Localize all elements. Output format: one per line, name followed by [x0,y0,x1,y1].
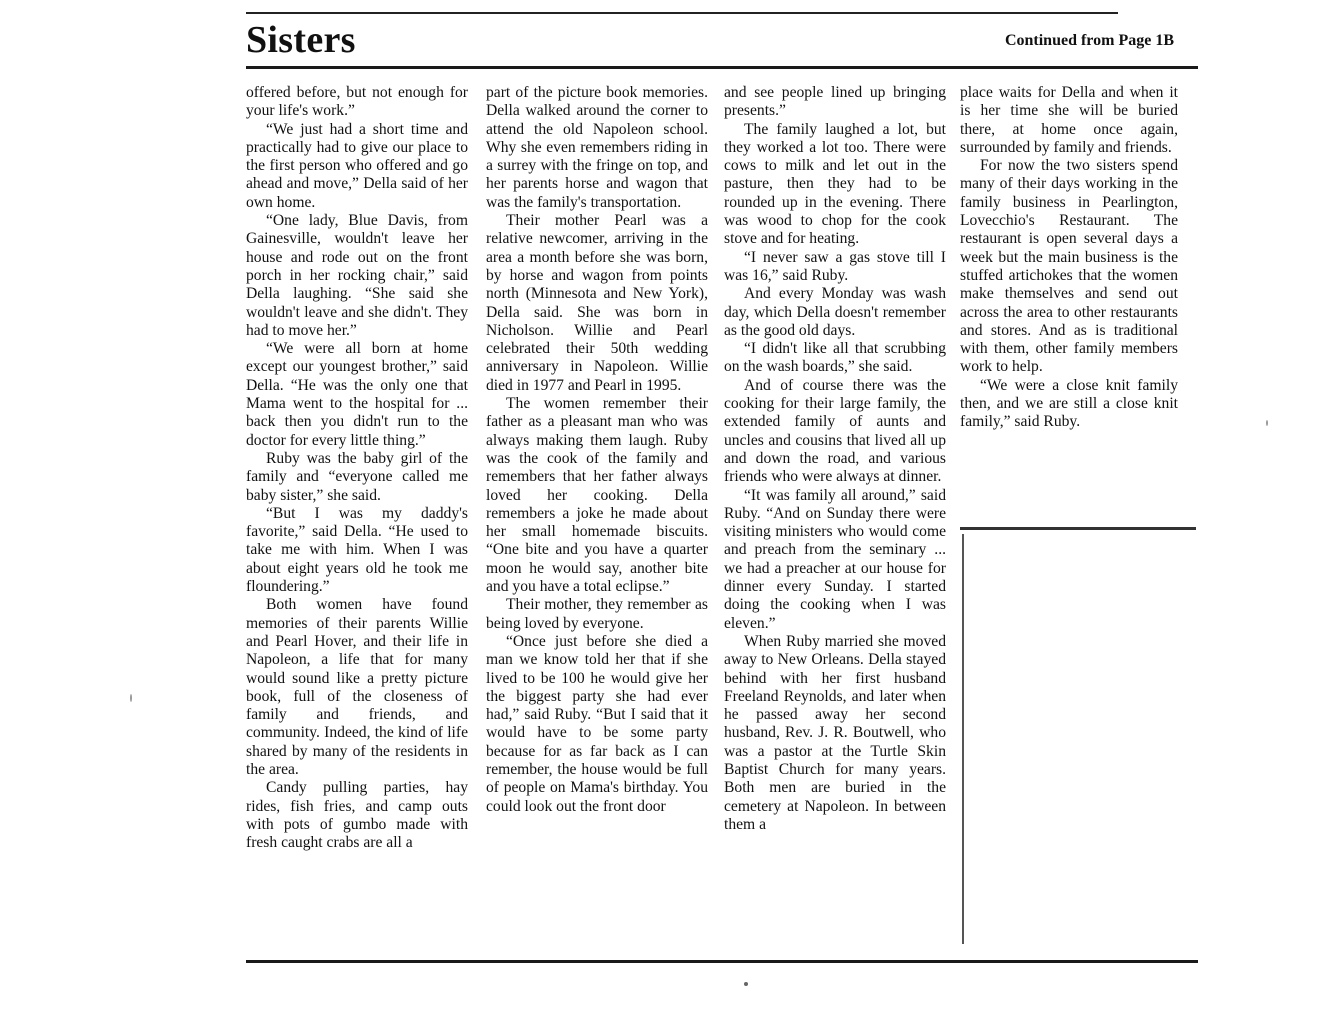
paragraph: “Once just before she died a man we know told her that if she lived to be 100 he would give her the biggest party she had ever had,” said Ruby. “But I said that it would have to be some party because for as far back as I can remember, the house would be full of people on Mama's birthday. You could look out the front door [486,632,708,815]
paragraph: “It was family all around,” said Ruby. “And on Sunday there were visiting ministers who would come and preach from the seminary ... we had a preacher at our house for dinner every Sunday. I started doing the cooking when I was eleven.” [724,486,946,632]
column-4 [960,84,1178,514]
top-rule [246,12,1118,14]
header-rule [246,66,1198,69]
paragraph: The women remember their father as a pleasant man who was always making them laugh. Ruby was the cook of the family and remembers that her father always loved her cooking. Della remembers a joke he made about her small homemade biscuits. “One bite and you have a quarter moon he would say, another bite and you have a total eclipse.” [486,395,708,596]
story-end-rule [960,527,1196,530]
paragraph: “We were a close knit family then, and we are still a close knit family,” said Ruby. [960,376,1178,431]
bottom-rule [246,960,1198,963]
paragraph: “I never saw a gas stove till I was 16,” said Ruby. [724,248,946,284]
paragraph: When Ruby married she moved away to New Orleans. Della stayed behind with her first husband Freeland Reynolds, and later when he passed away her second husband, Rev. J. R. Boutwell, who was a pastor at the Turtle Skin Baptist Church for many years. Both men are buried in the cemetery at Napoleon. In between them a [724,632,946,833]
paragraph: “We were all born at home except our youngest brother,” said Della. “He was the only one that Mama went to the hospital for ... back then you didn't run to the doctor for every little thing.” [246,340,468,449]
column-3 [724,84,946,952]
continued-notice: Continued from Page 1B [1004,32,1174,49]
page-title: Sisters [246,19,356,61]
paragraph: Ruby was the baby girl of the family and “everyone called me baby sister,” she said. [246,449,468,504]
paragraph: “But I was my daddy's favorite,” said Della. “He used to take me with him. When I was about eight years old he took me floundering.” [246,504,468,596]
paragraph: Both women have found memories of their parents Willie and Pearl Hover, and their life in Napoleon, a life that for many would sound like a pretty picture book, full of the closeness of family and friends, and community. Indeed, the kind of life shared by many of the residents in the area. [246,596,468,778]
column-divider [962,534,964,944]
paragraph: “We just had a short time and practically had to give our place to the first person who offered and go ahead and move,” Della said of her own home. [246,120,468,211]
scan-speck [744,982,748,986]
paragraph: offered before, but not enough for your life's work.” [246,84,468,120]
paragraph: part of the picture book memories. Della walked around the corner to attend the old Napoleon school. Why she even remembers riding in a surrey with the fringe on top, and her parents horse and wagon that was the family's transportation. [486,84,708,211]
paragraph: For now the two sisters spend many of their days working in the family business in Pearlington, Lovecchio's Restaurant. The restaurant is open several days a week but the main business is the stuffed artichokes that the women make themselves and send out across the area to other restaurants and stores. And as is traditional with them, other family members work to help. [960,157,1178,376]
column-2 [486,84,708,952]
scan-speck [130,694,132,702]
paragraph: “One lady, Blue Davis, from Gainesville, wouldn't leave her house and rode out on the front porch in her rocking chair,” said Della laughing. “She said she wouldn't leave and she didn't. They had to move her.” [246,212,468,339]
paragraph: Their mother, they remember as being loved by everyone. [486,596,708,632]
paragraph: And every Monday was wash day, which Della doesn't remember as the good old days. [724,285,946,339]
paragraph: “I didn't like all that scrubbing on the wash boards,” she said. [724,340,946,376]
scan-speck [1266,420,1268,426]
paragraph: Their mother Pearl was a relative newcomer, arriving in the area a month before she was born, by horse and wagon from points north (Minnesota and New York), Della said. She was born in Nicholson. Willie and Pearl celebrated their 50th wedding anniversary in Napoleon. Willie died in 1977 and Pearl in 1995. [486,212,708,394]
paragraph: And of course there was the cooking for their large family, the extended family of aunts and uncles and cousins that lived all up and down the road, and various friends who were always at dinner. [724,376,946,486]
paragraph: Candy pulling parties, hay rides, fish fries, and camp outs with pots of gumbo made with fresh caught crabs are all a [246,779,468,852]
paragraph: and see people lined up bringing presents.” [724,84,946,120]
column-1 [246,84,468,952]
paragraph: place waits for Della and when it is her time she will be buried there, at home once again, surrounded by family and friends. [960,84,1178,156]
paragraph: The family laughed a lot, but they worked a lot too. There were cows to milk and let out in the pasture, then they had to be rounded up in the evening. There was wood to chop for the cook stove and for heating. [724,120,946,248]
